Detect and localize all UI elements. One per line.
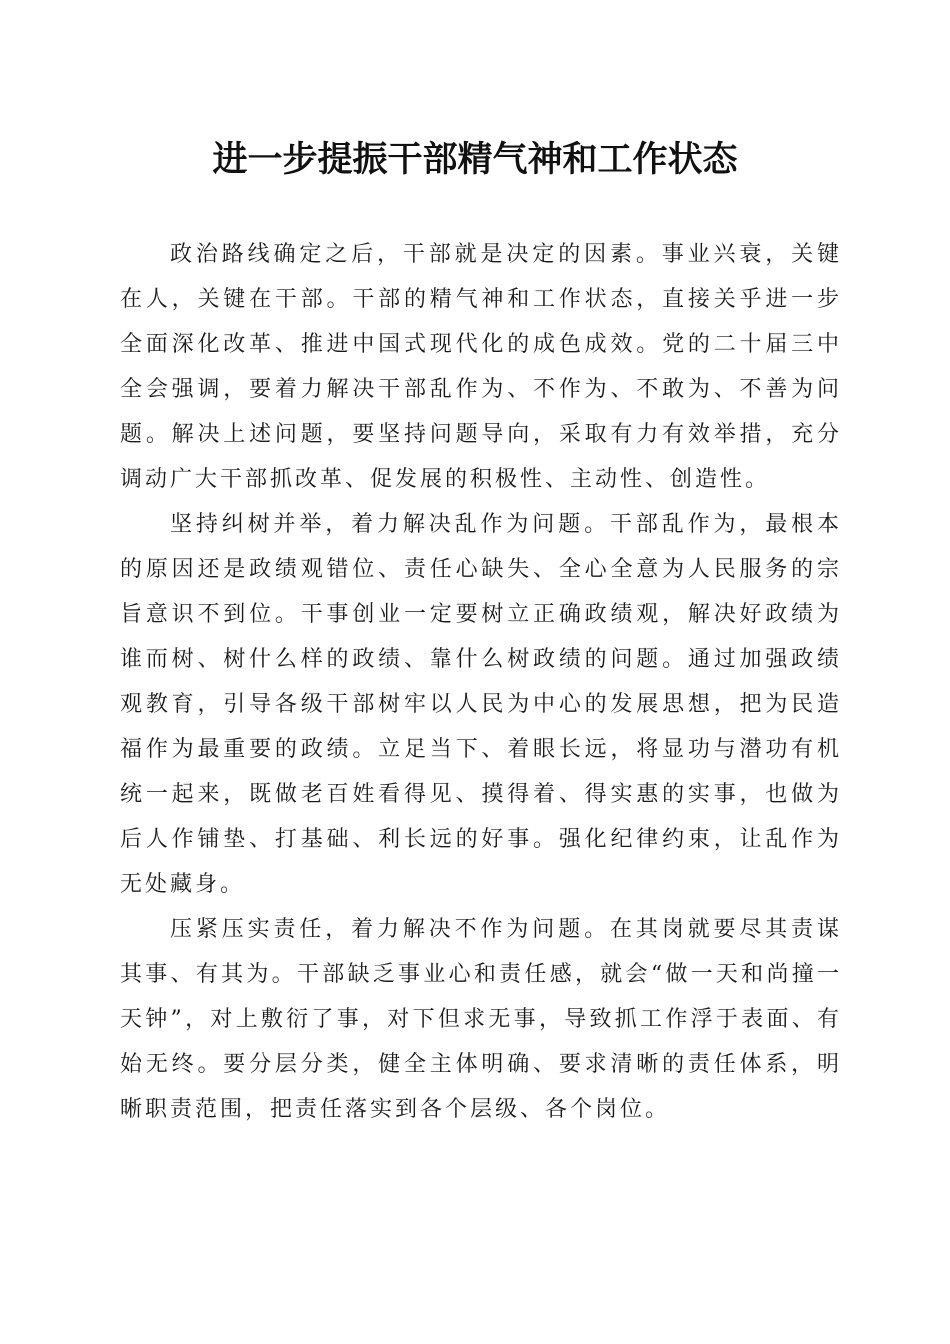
paragraph: 坚持纠树并举，着力解决乱作为问题。干部乱作为，最根本的原因还是政绩观错位、责任心缺失、全心全意为人民服务的宗旨意识不到位。干事创业一定要树立正确政绩观，解决好政绩为谁而树、树什么样的政绩、靠什么树政绩的问题。通过加强政绩观教育，引导各级干部树牢以人民为中心的发展思想，把为民造福作为最重要的政绩。立足当下、着眼长远，将显功与潜功有机统一起来，既做老百姓看得见、摸得着、得实惠的实事，也做为后人作铺垫、打基础、利长远的好事。强化纪律约束，让乱作为无处藏身。 <box>120 512 842 897</box>
document-title: 进一步提振干部精气神和工作状态 <box>212 139 738 180</box>
paragraph: 政治路线确定之后，干部就是决定的因素。事业兴衰，关键在人，关键在干部。干部的精气神和工作状态，直接关乎进一步全面深化改革、推进中国式现代化的成色成效。党的二十届三中全会强调，要着力解决干部乱作为、不作为、不敢为、不善为问题。解决上述问题，要坚持问题导向，采取有力有效举措，充分调动广大干部抓改革、促发展的积极性、主动性、创造性。 <box>120 242 842 492</box>
paragraph: 压紧压实责任，着力解决不作为问题。在其岗就要尽其责谋其事、有其为。干部缺乏事业心和责任感，就会“做一天和尚撞一天钟”，对上敷衍了事，对下但求无事，导致抓工作浮于表面、有始无终。要分层分类，健全主体明确、要求清晰的责任体系，明晰职责范围，把责任落实到各个层级、各个岗位。 <box>120 917 842 1122</box>
document-body <box>120 232 842 1132</box>
